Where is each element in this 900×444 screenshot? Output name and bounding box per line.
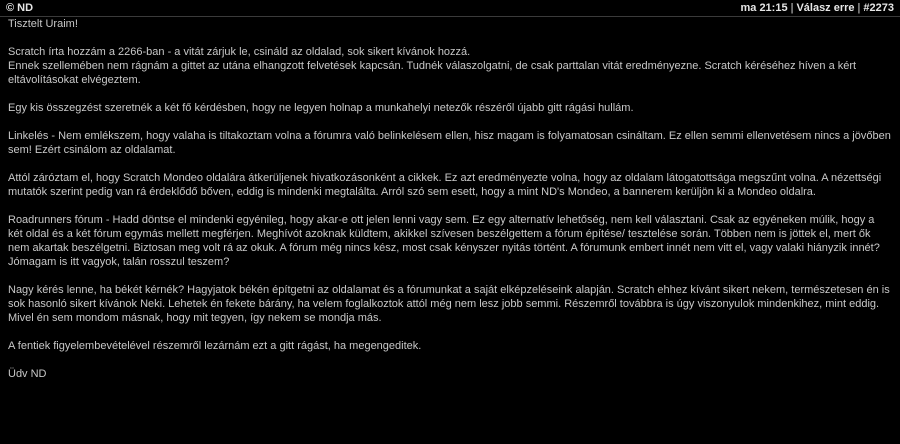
author-name: © ND bbox=[6, 2, 34, 14]
meta-separator: | bbox=[790, 2, 794, 14]
post-body bbox=[0, 17, 900, 381]
post-signature: Üdv ND bbox=[8, 368, 47, 380]
post-time: ma 21:15 bbox=[740, 2, 788, 14]
post-paragraph: Nagy kérés lenne, ha békét kérnék? Hagyjatok békén építgetni az oldalamat és a fórumunkat a saját elképzeléseink alapján. Scratch ehhez kívánt sikert nekem, természetesen én is sok hasonló sikert kívánok Neki. Lehetek én fekete bárány, ha velem foglalkoztok attól még nem lesz jobb semmi. Részemről továbbra is úgy viszonyulok mindenkihez, mint eddig. Mivel én sem mondom másnak, hogy mit tegyen, így nekem se mondja más. bbox=[8, 284, 890, 324]
post-greeting: Tisztelt Uraim! bbox=[8, 18, 78, 30]
post-paragraph: Linkelés - Nem emlékszem, hogy valaha is tiltakoztam volna a fórumra való belinkelésem ellen, hisz magam is folyamatosan csináltam. Ez ellen semmi ellenvetésem nincs a jövőben sem! Ezért csinálom az oldalamat. bbox=[8, 130, 891, 156]
post-paragraph bbox=[8, 45, 892, 87]
meta-separator: | bbox=[857, 2, 861, 14]
reply-link[interactable]: Válasz erre bbox=[796, 2, 855, 14]
post-paragraph: A fentiek figyelembevételével részemről lezárnám ezt a gitt rágást, ha megengeditek. bbox=[8, 340, 422, 352]
post-paragraph-line: Ennek szellemében nem rágnám a gittet az utána elhangzott felvetések kapcsán. Tudnék válaszolgatni, de csak parttalan vitát eredményezne. Scratch kéréséhez híven a kért eltávolításokat elvégeztem. bbox=[8, 60, 857, 86]
post-paragraph-line: Scratch írta hozzám a 2266-ban - a vitát zárjuk le, csináld az oldalad, sok sikert kívánok hozzá. bbox=[8, 46, 471, 58]
post-header bbox=[0, 0, 900, 17]
post-id-link[interactable]: #2273 bbox=[863, 2, 894, 14]
post-meta bbox=[740, 2, 894, 14]
post-paragraph: Roadrunners fórum - Hadd döntse el mindenki egyénileg, hogy akar-e ott jelen lenni vagy sem. Ez egy alternatív lehetőség, nem kell választani. Csak az egyéneken múlik, hogy a két oldal és a két fórum egymás mellett megférjen. Meghívót azoknak küldtem, akikkel szívesen beszélgettem a fórum építése/ tesztelése során. Többen nem is jöttek el, mert ők nem akartak beszélgetni. Biztosan meg volt rá az okuk. A fórum még nincs kész, most csak kényszer nyitás történt. A fórumunk embert innét nem vitt el, vagy valaki hiányzik innét? Jómagam is itt vagyok, talán rosszul teszem? bbox=[8, 214, 880, 268]
post-author bbox=[6, 2, 33, 14]
post-paragraph: Attól záróztam el, hogy Scratch Mondeo oldalára átkerüljenek hivatkozásonként a cikkek. Ez azt eredményezte volna, hogy az oldalam látogatottsága megszűnt volna. A nézettségi mutatók szerint pedig van rá érdeklődő bőven, eddig is mindenki megtalálta. Arról szó sem esett, hogy a mint ND's Mondeo, a bannerem kerüljön ki a Mondeo oldalra. bbox=[8, 172, 882, 198]
post-paragraph: Egy kis összegzést szeretnék a két fő kérdésben, hogy ne legyen holnap a munkahelyi netezők részéről újabb gitt rágási hullám. bbox=[8, 102, 634, 114]
